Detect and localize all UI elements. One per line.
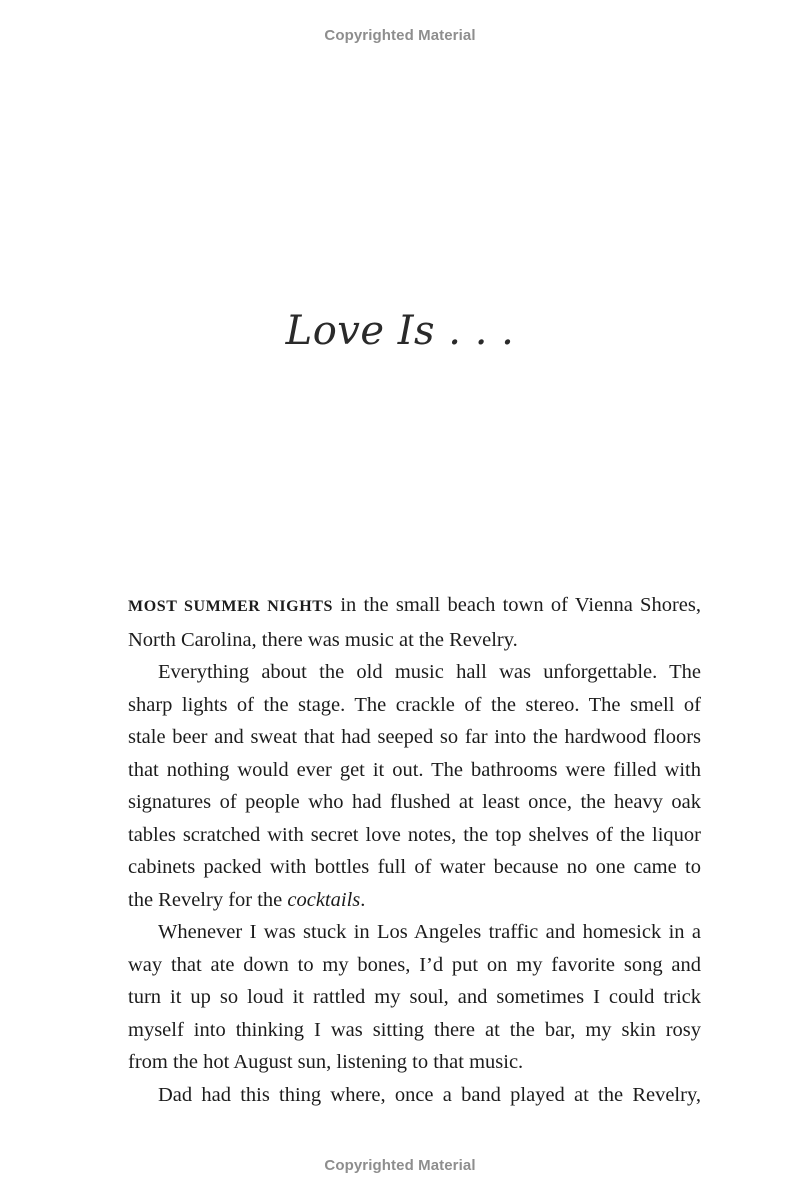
paragraph-3	[128, 916, 701, 1079]
italic-word: cocktails	[287, 888, 361, 911]
text-line: North Carolina, there was music at the Revelry.	[128, 628, 518, 651]
text-line	[128, 884, 701, 917]
text-line: from the hot August sun, listening to that music.	[128, 1051, 524, 1073]
text-line: Everything about the old music hall was unforgettable. The	[158, 661, 701, 683]
copyright-watermark-top: Copyrighted Material	[324, 27, 476, 44]
text-line-part: .	[360, 888, 366, 911]
paragraph-4	[128, 1079, 701, 1112]
text-line: turn it up so loud it rattled my soul, and sometimes I could trick	[128, 986, 701, 1008]
text-line: Whenever I was stuck in Los Angeles traffic and homesick in a	[158, 921, 701, 943]
text-line: myself into thinking I was sitting there at the bar, my skin rosy	[128, 1018, 701, 1041]
text-line-part: the Revelry for the	[128, 888, 288, 911]
text-line: cabinets packed with bottles full of water because no one came to	[128, 856, 701, 878]
chapter-title: Love Is . . .	[285, 308, 515, 354]
lead-in: MOST SUMMER NIGHTS	[128, 598, 334, 615]
text-line: sharp lights of the stage. The crackle of the stereo. The smell of	[128, 693, 701, 716]
body-text	[128, 589, 701, 1111]
text-line: Dad had this thing where, once a band played at the Revelry,	[158, 1083, 701, 1106]
text-line: tables scratched with secret love notes, the top shelves of the liquor	[128, 823, 701, 846]
copyright-watermark-bottom: Copyrighted Material	[324, 1157, 476, 1174]
paragraph-2	[128, 656, 701, 916]
text-line-part: in the small beach town of Vienna Shores,	[333, 594, 701, 616]
text-line: way that ate down to my bones, I’d put on my favorite song and	[128, 953, 701, 976]
paragraph-1	[128, 589, 701, 656]
text-line: that nothing would ever get it out. The bathrooms were filled with	[128, 758, 701, 781]
text-line	[128, 589, 701, 624]
text-line: stale beer and sweat that had seeped so far into the hardwood floors	[128, 726, 701, 748]
text-line: signatures of people who had flushed at least once, the heavy oak	[128, 791, 701, 813]
